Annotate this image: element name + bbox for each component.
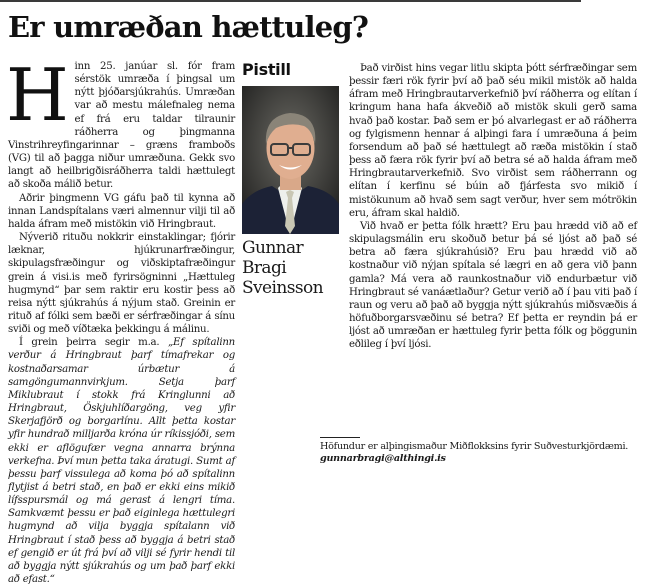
paragraph-lead: Hinn 25. janúar sl. fór fram sérstök umræða í þingsal um nýtt þjóðarsjúkrahús. Umræðan var að mestu málefnaleg nema ef frá eru taldar tilraunir ráðherra og þingmanna Vinstrihreyfingarinnar – græns framboðs (VG) til að þagga niður umræðuna. Gekk svo langt að heilbrigðisráðherra taldi hættulegt að skoða málið betur. — [6, 53, 235, 191]
author-name-line1: Gunnar Bragi — [242, 238, 304, 278]
top-rule — [0, 0, 581, 2]
author-sidebar — [242, 60, 342, 298]
paragraph: Nýverið rituðu nokkrir einstaklingar; fjórir læknar, hjúkrunarfræðingur, skipulagsfræðingur og viðskiptafræðingur grein á visi.is með fyrirsögninni „Hættuleg hugmynd“ þar sem raktir eru kostir þess að reisa nýtt sjúkrahús á nýjum stað. Greinin er rituð af fólki sem bæði er sérfræðingar á sínu sviði og með víðtæka þekkingu á málinu. — [8, 232, 235, 336]
portrait-illustration — [242, 86, 339, 234]
dropcap: H — [6, 53, 69, 137]
author-name-line2: Sveinsson — [242, 278, 323, 298]
author-portrait — [242, 86, 339, 234]
article-column-left — [6, 53, 235, 586]
headline: Er umræðan hættuleg? — [8, 10, 369, 44]
author-byline — [242, 238, 342, 298]
footer-rule — [320, 437, 360, 438]
paragraph: Aðrir þingmenn VG gáfu það til kynna að innan Landspítalans væri almennur vilji til að halda áfram með mistökin við Hringbraut. — [8, 192, 235, 230]
paragraph: Við hvað er þetta fólk hrætt? Eru þau hrædd við að ef skipulagsmálin eru skoðuð betur þá sé ljóst að það sé betra að færa sjúkrahúsið? Eru þau hrædd við að kostnaður við nýjan spítala sé lægri en að gera við þann gamla? Má vera að raunkostnaður við endurbætur við Hringbraut sé vanáætlaður? Getur verið að í þau viti það í raun og veru að það að byggja nýtt sjúkrahús miðsvæðis á höfuðborgarsvæðinu sé betra? Ef þetta er reyndin þá er ljóst að umræðan er hættuleg fyrir þetta fólk og þöggunin eðlileg í því ljósi. — [349, 220, 637, 351]
author-bio: Höfundur er alþingismaður Miðflokksins fyrir Suðvesturkjördæmi. — [320, 441, 629, 452]
quote-text: „Ef spítalinn verður á Hringbraut þarf tímafrekar og kostnaðarsamar úrbætur á samgöngumannvirkjum. Setja þarf Miklubraut í stokk frá Kringlunni að Hringbraut, Öskjuhlíðargöng, veg yfir Skerjafjörð og borgarlínu. Allt þetta kostar yfir hundrað milljarða króna úr ríkissjóði, sem ekki er aflögufær vegna annarra brýnna verkefna. Því mun þetta taka áratugi. Sumt af þessu þarf vissulega að koma þó að spítalinn flytjist á betri stað, en það er ekki eins mikið lífsspursmál og má gerast á lengri tíma. Samkvæmt þessu er það eiginlega hættulegri hugmynd að vilja byggja spítalann við Hringbraut í stað þess að byggja á betri stað ef gengið er út frá því að vilji sé fyrir hendi til að byggja nýtt sjúkrahús og um það þarf ekki að efast.“ — [8, 337, 235, 586]
article-column-right — [349, 62, 637, 351]
paragraph: Það virðist hins vegar litlu skipta þótt sérfræðingar sem þessir færi rök fyrir því að það séu mikil mistök að halda áfram með Hringbrautarverkefnið því ráðherra og elítan í kringum hana hafa ákveðið að mistök skuli gerð sama hvað það kostar. Það sem er þó alvarlegast er að ráðherra og fylgismenn hennar á alþingi fara í umræðuna á þeim forsendum að það sé hættulegt að ræða mistökin í stað þess að færa rök fyrir því að betra sé að halda áfram með Hringbrautarverkefnið. Svo virðist sem ráðherrann og elítan í kerfinu sé búin að fjárfesta svo mikið í mistökunum að hvað sem sagt verður, hver sem mótrökin eru, áfram skal haldið. — [349, 63, 637, 219]
author-footer — [320, 441, 640, 465]
section-label: Pistill — [242, 60, 291, 79]
paragraph-quote: Í grein þeirra segir m.a. „Ef spítalinn verður á Hringbraut þarf tímafrekar og kostnaðarsamar úrbætur á samgöngumannvirkjum. Setja þarf Miklubraut í stokk frá Kringlunni að Hringbraut, Öskjuhlíðargöng, veg yfir Skerjafjörð og borgarlínu. Allt þetta kostar yfir hundrað milljarða króna úr ríkissjóði, sem ekki er aflögufær vegna annarra brýnna verkefna. Því mun þetta taka áratugi. Sumt af þessu þarf vissulega að koma þó að spítalinn flytjist á betri stað, en það er ekki eins mikið lífsspursmál og má gerast á lengri tíma. Samkvæmt þessu er það eiginlega hættulegri hugmynd að vilja byggja spítalann við Hringbraut í stað þess að byggja á betri stað ef gengið er út frá því að vilji sé fyrir hendi til að byggja nýtt sjúkrahús og um það þarf ekki að efast.“ — [8, 337, 235, 586]
author-email[interactable]: gunnarbragi@althingi.is — [320, 453, 446, 464]
